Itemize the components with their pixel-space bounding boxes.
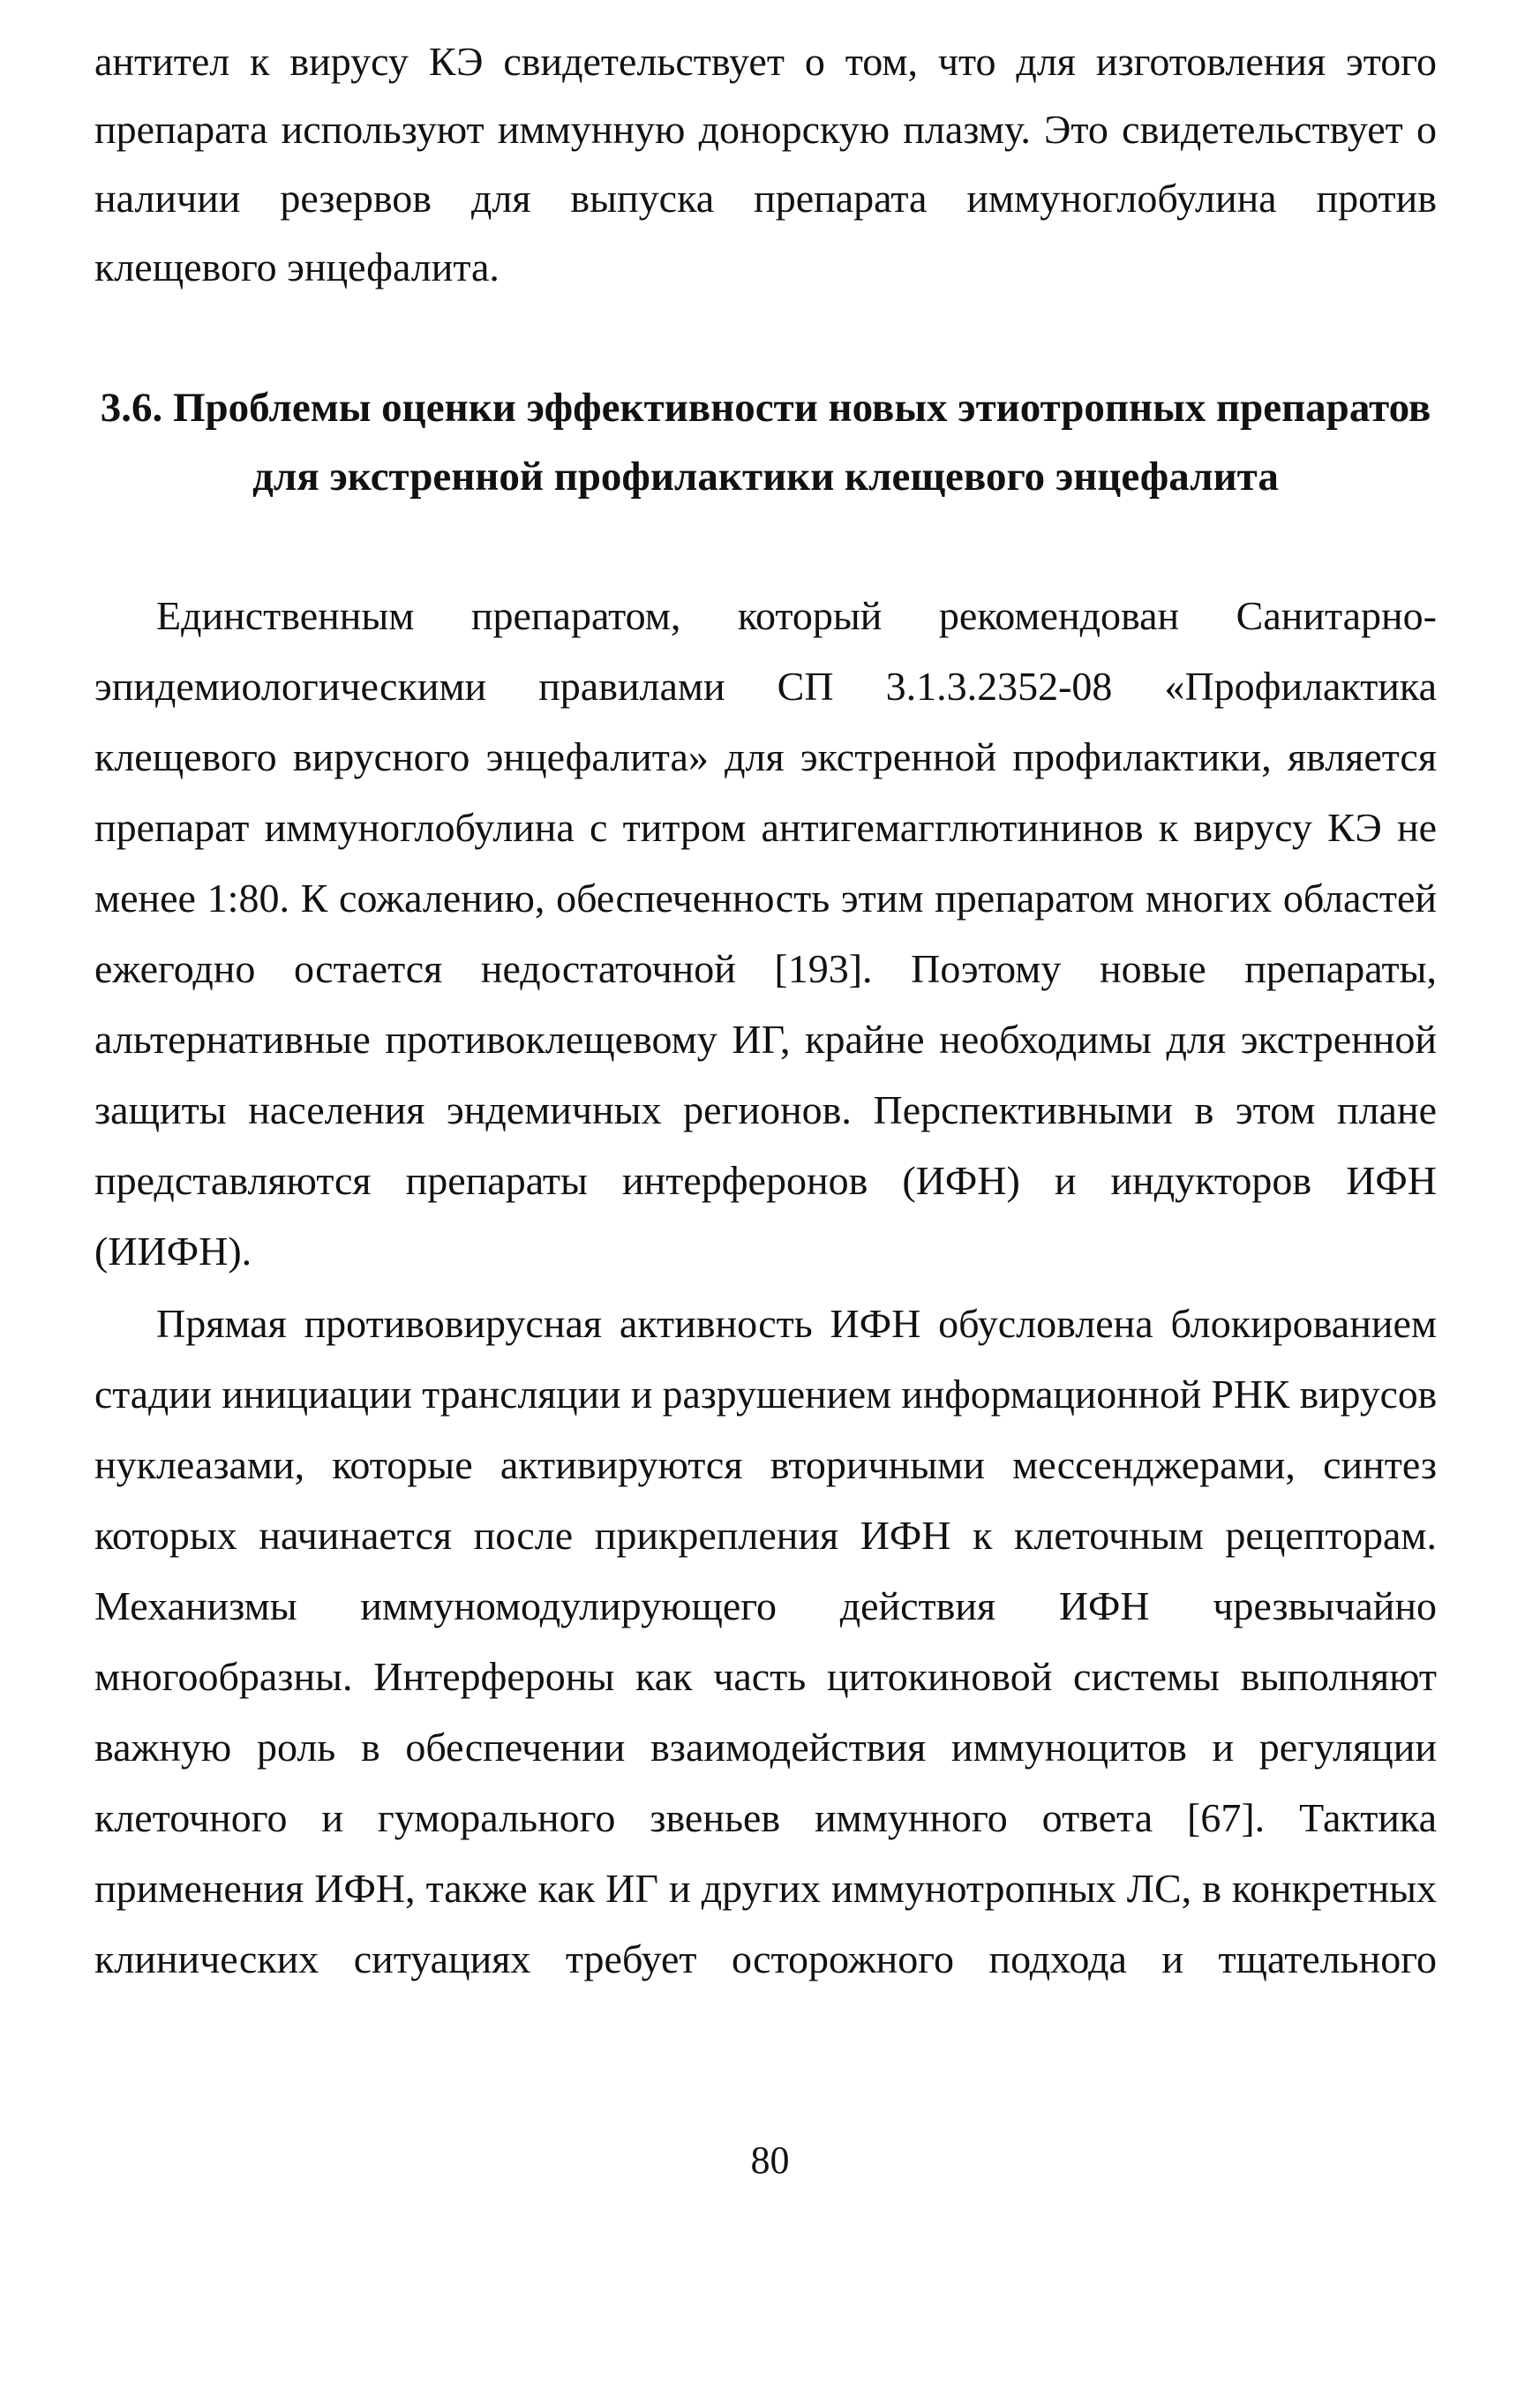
text-line: клинических ситуациях требует осторожного подхода и тщательного [94,1936,1437,1981]
section-title-line: для экстренной профилактики клещевого энцефалита [252,454,1279,500]
section-title-line: 3.6. Проблемы оценки эффективности новых этиотропных препаратов [100,385,1431,431]
text-line: антител к вирусу КЭ свидетельствует о том, что для изготовления этого [94,39,1437,84]
text-line: многообразны. Интерфероны как часть цитокиновой системы выполняют [94,1654,1437,1699]
text-line: нуклеазами, которые активируются вторичными мессенджерами, синтез [94,1442,1437,1487]
page-number: 80 [750,2139,790,2182]
text-line: клеточного и гуморального звеньев иммунного ответа [67]. Тактика [94,1795,1437,1840]
text-line: препарат иммуноглобулина с титром антигемагглютининов к вирусу КЭ не [94,805,1437,850]
text-line: клещевого энцефалита. [94,244,500,289]
text-line: важную роль в обеспечении взаимодействия иммуноцитов и регуляции [94,1725,1437,1770]
text-line: защиты населения эндемичных регионов. Перспективными в этом плане [94,1087,1437,1132]
text-line: ежегодно остается недостаточной [193]. Поэтому новые препараты, [94,946,1437,991]
text-line: Прямая противовирусная активность ИФН обусловлена блокированием [156,1301,1437,1346]
text-line: препарата используют иммунную донорскую плазму. Это свидетельствует о [94,107,1437,152]
text-line: клещевого вирусного энцефалита» для экстренной профилактики, является [94,734,1437,779]
text-line: стадии инициации трансляции и разрушением информационной РНК вирусов [94,1372,1438,1417]
text-line: представляются препараты интерферонов (ИФН) и индукторов ИФН [94,1158,1437,1203]
text-line: которых начинается после прикрепления ИФН к клеточным рецепторам. [94,1513,1437,1558]
text-line: альтернативные противоклещевому ИГ, крайне необходимы для экстренной [94,1017,1437,1062]
text-line: Единственным препаратом, который рекомендован Санитарно- [156,593,1437,638]
text-line: Механизмы иммуномодулирующего действия ИФН чрезвычайно [94,1583,1437,1628]
text-line: применения ИФН, также как ИГ и других иммунотропных ЛС, в конкретных [94,1866,1437,1911]
text-line: менее 1:80. К сожалению, обеспеченность этим препаратом многих областей [94,876,1437,921]
text-line: наличии резервов для выпуска препарата иммуноглобулина против [94,176,1437,221]
text-line: (ИИФН). [94,1229,252,1274]
text-line: эпидемиологическими правилами СП 3.1.3.2352-08 «Профилактика [94,664,1437,709]
